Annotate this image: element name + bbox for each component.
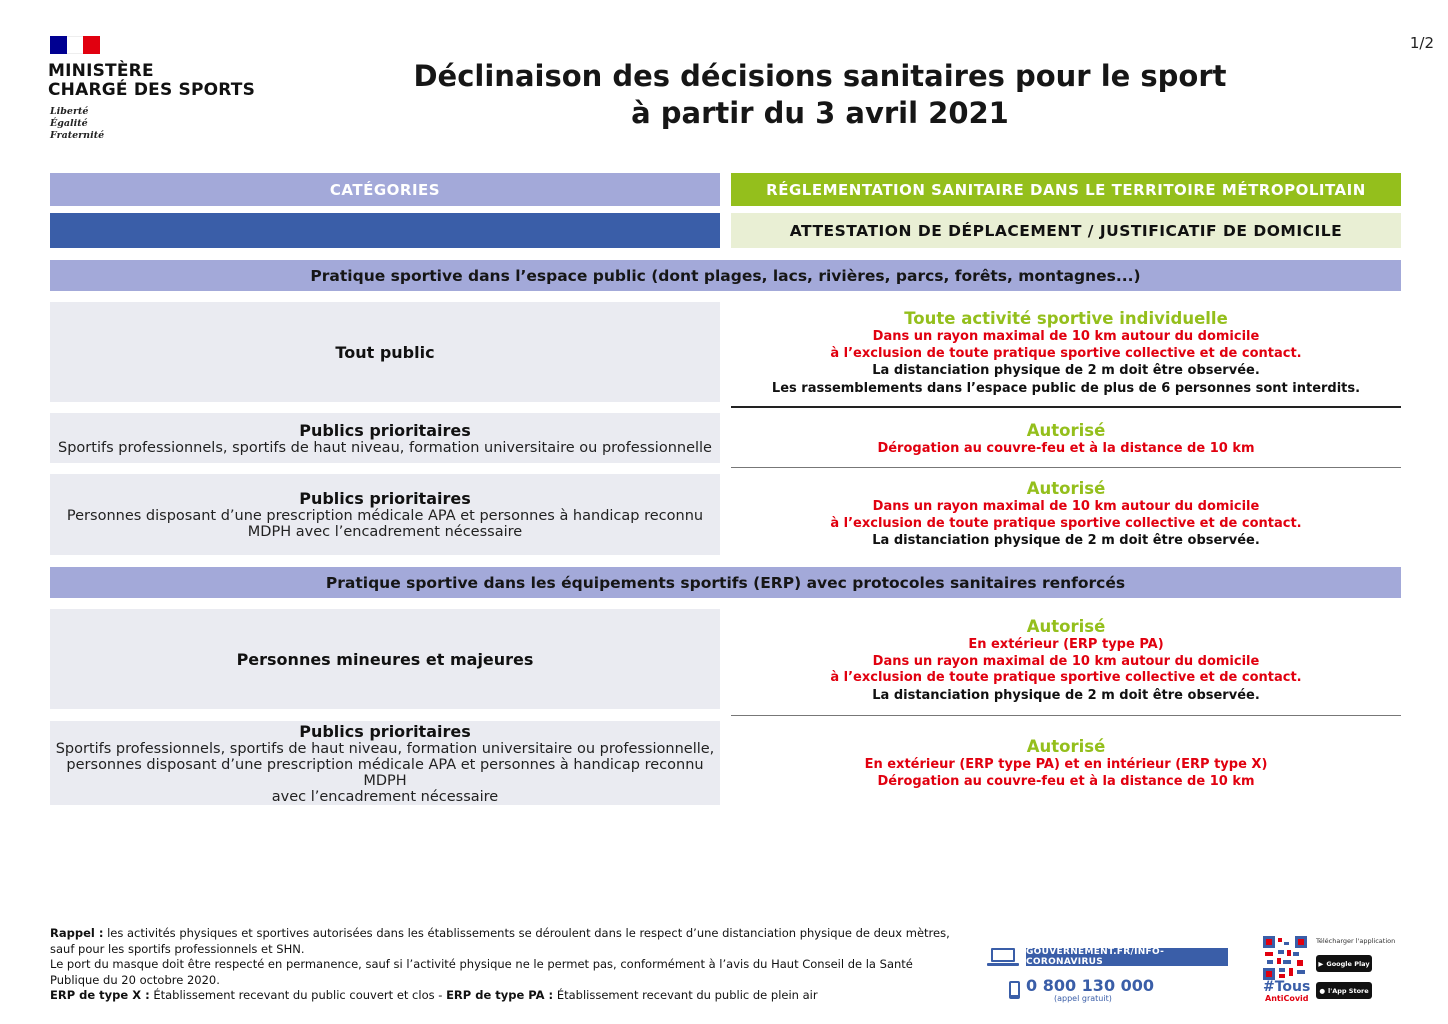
category-title: Personnes mineures et majeures	[236, 649, 534, 669]
regulation-headline: Autorisé	[1026, 617, 1106, 636]
category-subtitle: personnes disposant d’une prescription médicale APA et personnes à handicap reconnu MDPH	[66, 756, 704, 789]
row-divider	[731, 715, 1401, 716]
republic-motto	[50, 106, 104, 142]
column-header-reglementation: RÉGLEMENTATION SANITAIRE DANS LE TERRITOIRE MÉTROPOLITAIN	[731, 173, 1401, 206]
regulation-red-line: En extérieur (ERP type PA)	[968, 637, 1164, 652]
laptop-icon	[986, 947, 1020, 967]
table-row-regulation	[731, 609, 1401, 712]
section-title-espace-public: Pratique sportive dans l’espace public (dont plages, lacs, rivières, parcs, forêts, montagnes...)	[50, 260, 1401, 291]
regulation-line: La distanciation physique de 2 m doit être observée.	[872, 687, 1260, 703]
ministry-line-2: CHARGÉ DES SPORTS	[48, 80, 256, 100]
table-row-category	[50, 474, 720, 555]
ministry-name	[48, 62, 255, 100]
note-rappel-text: les activités physiques et sportives autorisées dans les établissements se déroulent dans le respect d’une distanciation physique de deux mètres,	[103, 926, 950, 940]
regulation-red-line: Dans un rayon maximal de 10 km autour du domicile	[872, 653, 1260, 669]
regulation-line: Les rassemblements dans l’espace public de plus de 6 personnes sont interdits.	[771, 380, 1361, 396]
category-subtitle: Sportifs professionnels, sportifs de haut niveau, formation universitaire ou professionnelle	[58, 439, 712, 456]
regulation-red-line: à l’exclusion de toute pratique sportive collective et de contact.	[830, 670, 1302, 685]
note-rappel	[50, 926, 950, 942]
google-play-badge[interactable]	[1316, 955, 1372, 972]
regulation-red-line: Dérogation au couvre-feu et à la distance de 10 km	[877, 773, 1255, 789]
motto-liberte: Liberté	[50, 106, 89, 117]
regulation-headline: Autorisé	[1026, 479, 1106, 499]
column-header-categories: CATÉGORIES	[50, 173, 720, 206]
table-row-category	[50, 609, 720, 709]
gov-url-link[interactable]: GOUVERNEMENT.FR/INFO-CORONAVIRUS	[1026, 948, 1228, 966]
note-masque-1: Le port du masque doit être respecté en permanence, sauf si l’activité physique ne le permet pas, conformément à l’avis du Haut Conseil de la Santé	[50, 957, 913, 971]
play-icon: ▶	[1318, 959, 1324, 968]
category-title: Tout public	[335, 342, 435, 362]
category-title: Publics prioritaires	[299, 420, 471, 440]
footer-notes	[50, 926, 950, 1004]
note-rappel-label: Rappel :	[50, 926, 104, 940]
motto-fraternite: Fraternité	[50, 130, 105, 141]
table-row-category	[50, 721, 720, 805]
regulation-line: La distanciation physique de 2 m doit être observée.	[872, 533, 1260, 549]
section-title-erp: Pratique sportive dans les équipements sportifs (ERP) avec protocoles sanitaires renforcés	[50, 567, 1401, 598]
note-rappel-text-2: sauf pour les sportifs professionnels et SHN.	[50, 941, 305, 956]
regulation-red-line: à l’exclusion de toute pratique sportive collective et de contact.	[830, 345, 1302, 361]
table-row-category	[50, 413, 720, 463]
category-subtitle: Sportifs professionnels, sportifs de haut niveau, formation universitaire ou professionnelle,	[55, 740, 715, 757]
regulation-line: La distanciation physique de 2 m doit être observée.	[872, 363, 1260, 378]
row-divider	[731, 406, 1401, 408]
page-number: 1/2	[1409, 34, 1434, 52]
republique-flag-logo	[50, 36, 100, 54]
apple-icon: ●	[1319, 986, 1325, 995]
app-store-label: l'App Store	[1327, 986, 1369, 995]
category-subtitle: avec l’encadrement nécessaire	[271, 788, 499, 805]
app-store-badge[interactable]	[1316, 982, 1372, 999]
app-hashtag: #Tous	[1263, 979, 1311, 995]
erp-x-text: Établissement recevant du public couvert et clos -	[149, 988, 447, 1002]
category-title: Publics prioritaires	[299, 489, 471, 508]
regulation-red-line: Dans un rayon maximal de 10 km autour du domicile	[872, 329, 1260, 344]
regulation-red-line: à l’exclusion de toute pratique sportive collective et de contact.	[830, 515, 1302, 531]
table-row-regulation	[731, 302, 1401, 404]
regulation-red-line: Dans un rayon maximal de 10 km autour du domicile	[872, 499, 1260, 515]
phone-note: (appel gratuit)	[1054, 994, 1112, 1003]
row-divider	[731, 467, 1401, 468]
phone-icon	[1008, 980, 1021, 1000]
table-row-regulation	[731, 721, 1401, 805]
erp-pa-label: ERP de type PA :	[446, 988, 554, 1002]
category-subtitle: Personnes disposant d’une prescription médicale APA et personnes à handicap reconnu	[66, 508, 704, 524]
regulation-headline: Autorisé	[1026, 737, 1106, 756]
erp-x-label: ERP de type X :	[50, 988, 150, 1002]
ministry-line-1: MINISTÈRE	[48, 61, 154, 81]
google-play-label: Google Play	[1326, 959, 1370, 968]
app-name: AntiCovid	[1265, 994, 1309, 1003]
qr-code-icon	[1263, 936, 1307, 980]
regulation-red-line: En extérieur (ERP type PA) et en intérieur (ERP type X)	[864, 757, 1268, 772]
download-label: Télécharger l'application	[1316, 937, 1396, 945]
note-erp-definitions	[50, 988, 950, 1004]
table-row-category	[50, 302, 720, 402]
title-line-2: à partir du 3 avril 2021	[631, 96, 1009, 130]
regulation-headline: Autorisé	[1026, 420, 1106, 440]
blue-spacer-bar	[50, 213, 720, 248]
note-masque-2: Publique du 20 octobre 2020.	[50, 972, 220, 987]
regulation-red-line: Dérogation au couvre-feu et à la distance de 10 km	[877, 440, 1255, 456]
page-title	[380, 58, 1260, 132]
erp-pa-text: Établissement recevant du public de plein air	[553, 988, 818, 1002]
sub-header-attestation: ATTESTATION DE DÉPLACEMENT / JUSTIFICATIF DE DOMICILE	[731, 213, 1401, 248]
motto-egalite: Égalité	[50, 118, 88, 129]
title-line-1: Déclinaison des décisions sanitaires pour le sport	[413, 59, 1227, 93]
regulation-headline: Toute activité sportive individuelle	[904, 309, 1228, 328]
category-subtitle: MDPH avec l’encadrement nécessaire	[247, 524, 523, 540]
category-title: Publics prioritaires	[299, 721, 471, 741]
phone-number[interactable]: 0 800 130 000	[1026, 976, 1155, 995]
table-row-regulation	[731, 474, 1401, 555]
table-row-regulation	[731, 413, 1401, 465]
